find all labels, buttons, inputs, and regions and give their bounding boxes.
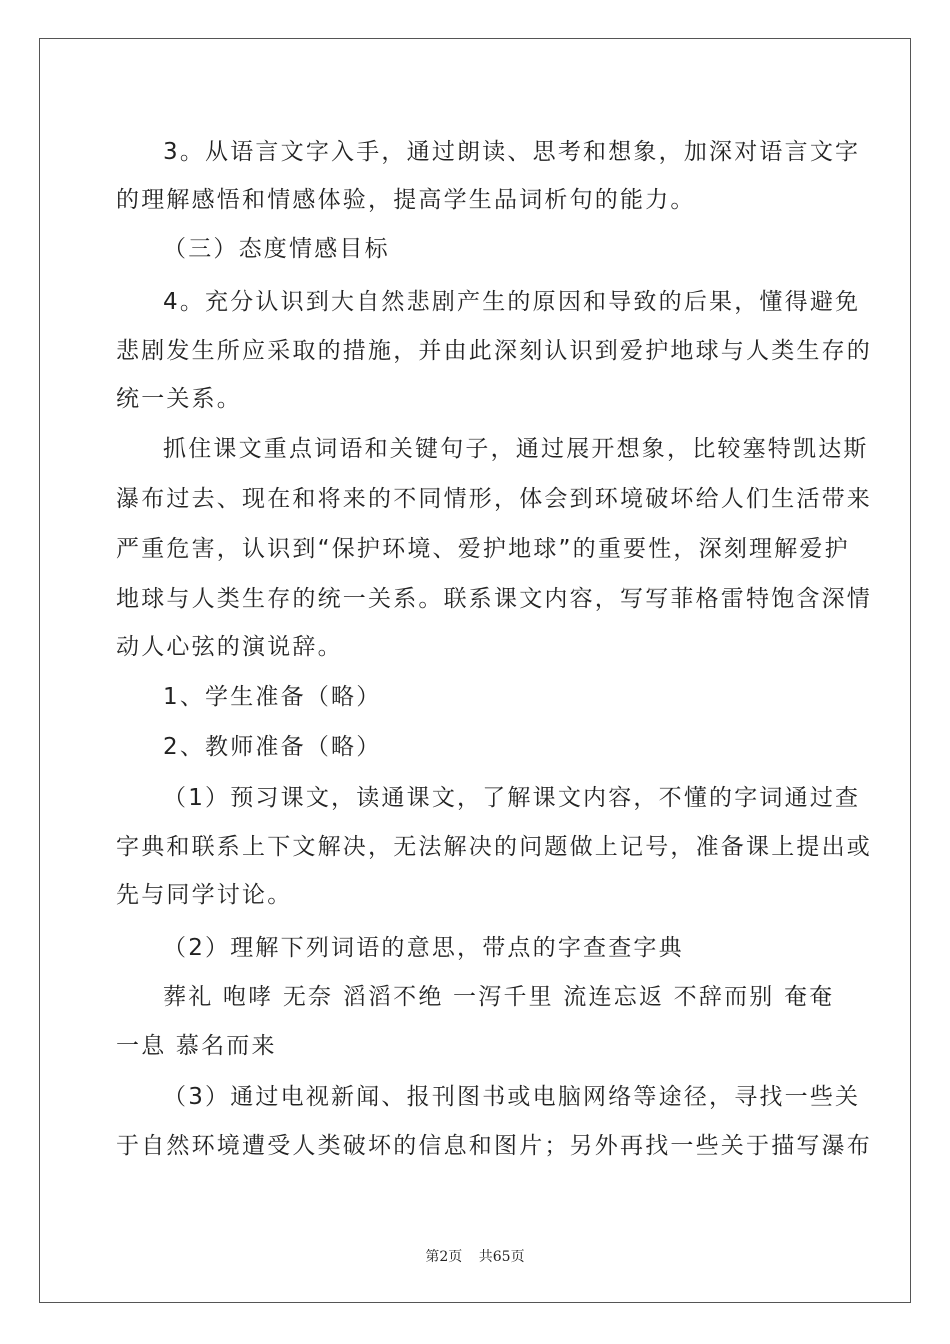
- page-number: 第2页: [425, 1249, 463, 1265]
- text-line: 字典和联系上下文解决，无法解决的问题做上记号，准备课上提出或: [116, 834, 872, 860]
- section-heading: （三）态度情感目标: [163, 236, 390, 262]
- text-line: 瀑布过去、现在和将来的不同情形，体会到环境破坏给人们生活带来: [116, 486, 872, 512]
- text-line: （2）理解下列词语的意思，带点的字查查字典: [163, 935, 684, 961]
- text-line: 4。充分认识到大自然悲剧产生的原因和导致的后果，懂得避免: [163, 289, 861, 315]
- text-line: 3。从语言文字入手，通过朗读、思考和想象，加深对语言文字: [163, 139, 861, 165]
- vocabulary-line: 葬礼 咆哮 无奈 滔滔不绝 一泻千里 流连忘返 不辞而别 奄奄: [163, 984, 835, 1010]
- text-line: 2、教师准备（略）: [163, 734, 382, 760]
- text-line: 于自然环境遭受人类破坏的信息和图片；另外再找一些关于描写瀑布: [116, 1133, 872, 1159]
- text-line: 悲剧发生所应采取的措施，并由此深刻认识到爱护地球与人类生存的: [116, 338, 872, 364]
- text-line: 动人心弦的演说辞。: [116, 634, 343, 660]
- text-line: 先与同学讨论。: [116, 882, 293, 908]
- text-line: 的理解感悟和情感体验，提高学生品词析句的能力。: [116, 187, 696, 213]
- page-footer: [0, 1246, 950, 1266]
- text-line: （1）预习课文，读通课文，了解课文内容，不懂的字词通过查: [163, 785, 861, 811]
- text-line: 地球与人类生存的统一关系。联系课文内容，写写菲格雷特饱含深情: [116, 586, 872, 612]
- text-line: 统一关系。: [116, 386, 242, 412]
- text-line: 严重危害，认识到“保护环境、爱护地球”的重要性，深刻理解爱护: [116, 536, 850, 562]
- vocabulary-line: 一息 慕名而来: [116, 1033, 277, 1059]
- page-frame: [39, 38, 911, 1303]
- text-line: （3）通过电视新闻、报刊图书或电脑网络等途径，寻找一些关: [163, 1084, 861, 1110]
- text-line: 抓住课文重点词语和关键句子，通过展开想象，比较塞特凯达斯: [163, 436, 869, 462]
- page-total: 共65页: [478, 1249, 525, 1265]
- text-line: 1、学生准备（略）: [163, 684, 382, 710]
